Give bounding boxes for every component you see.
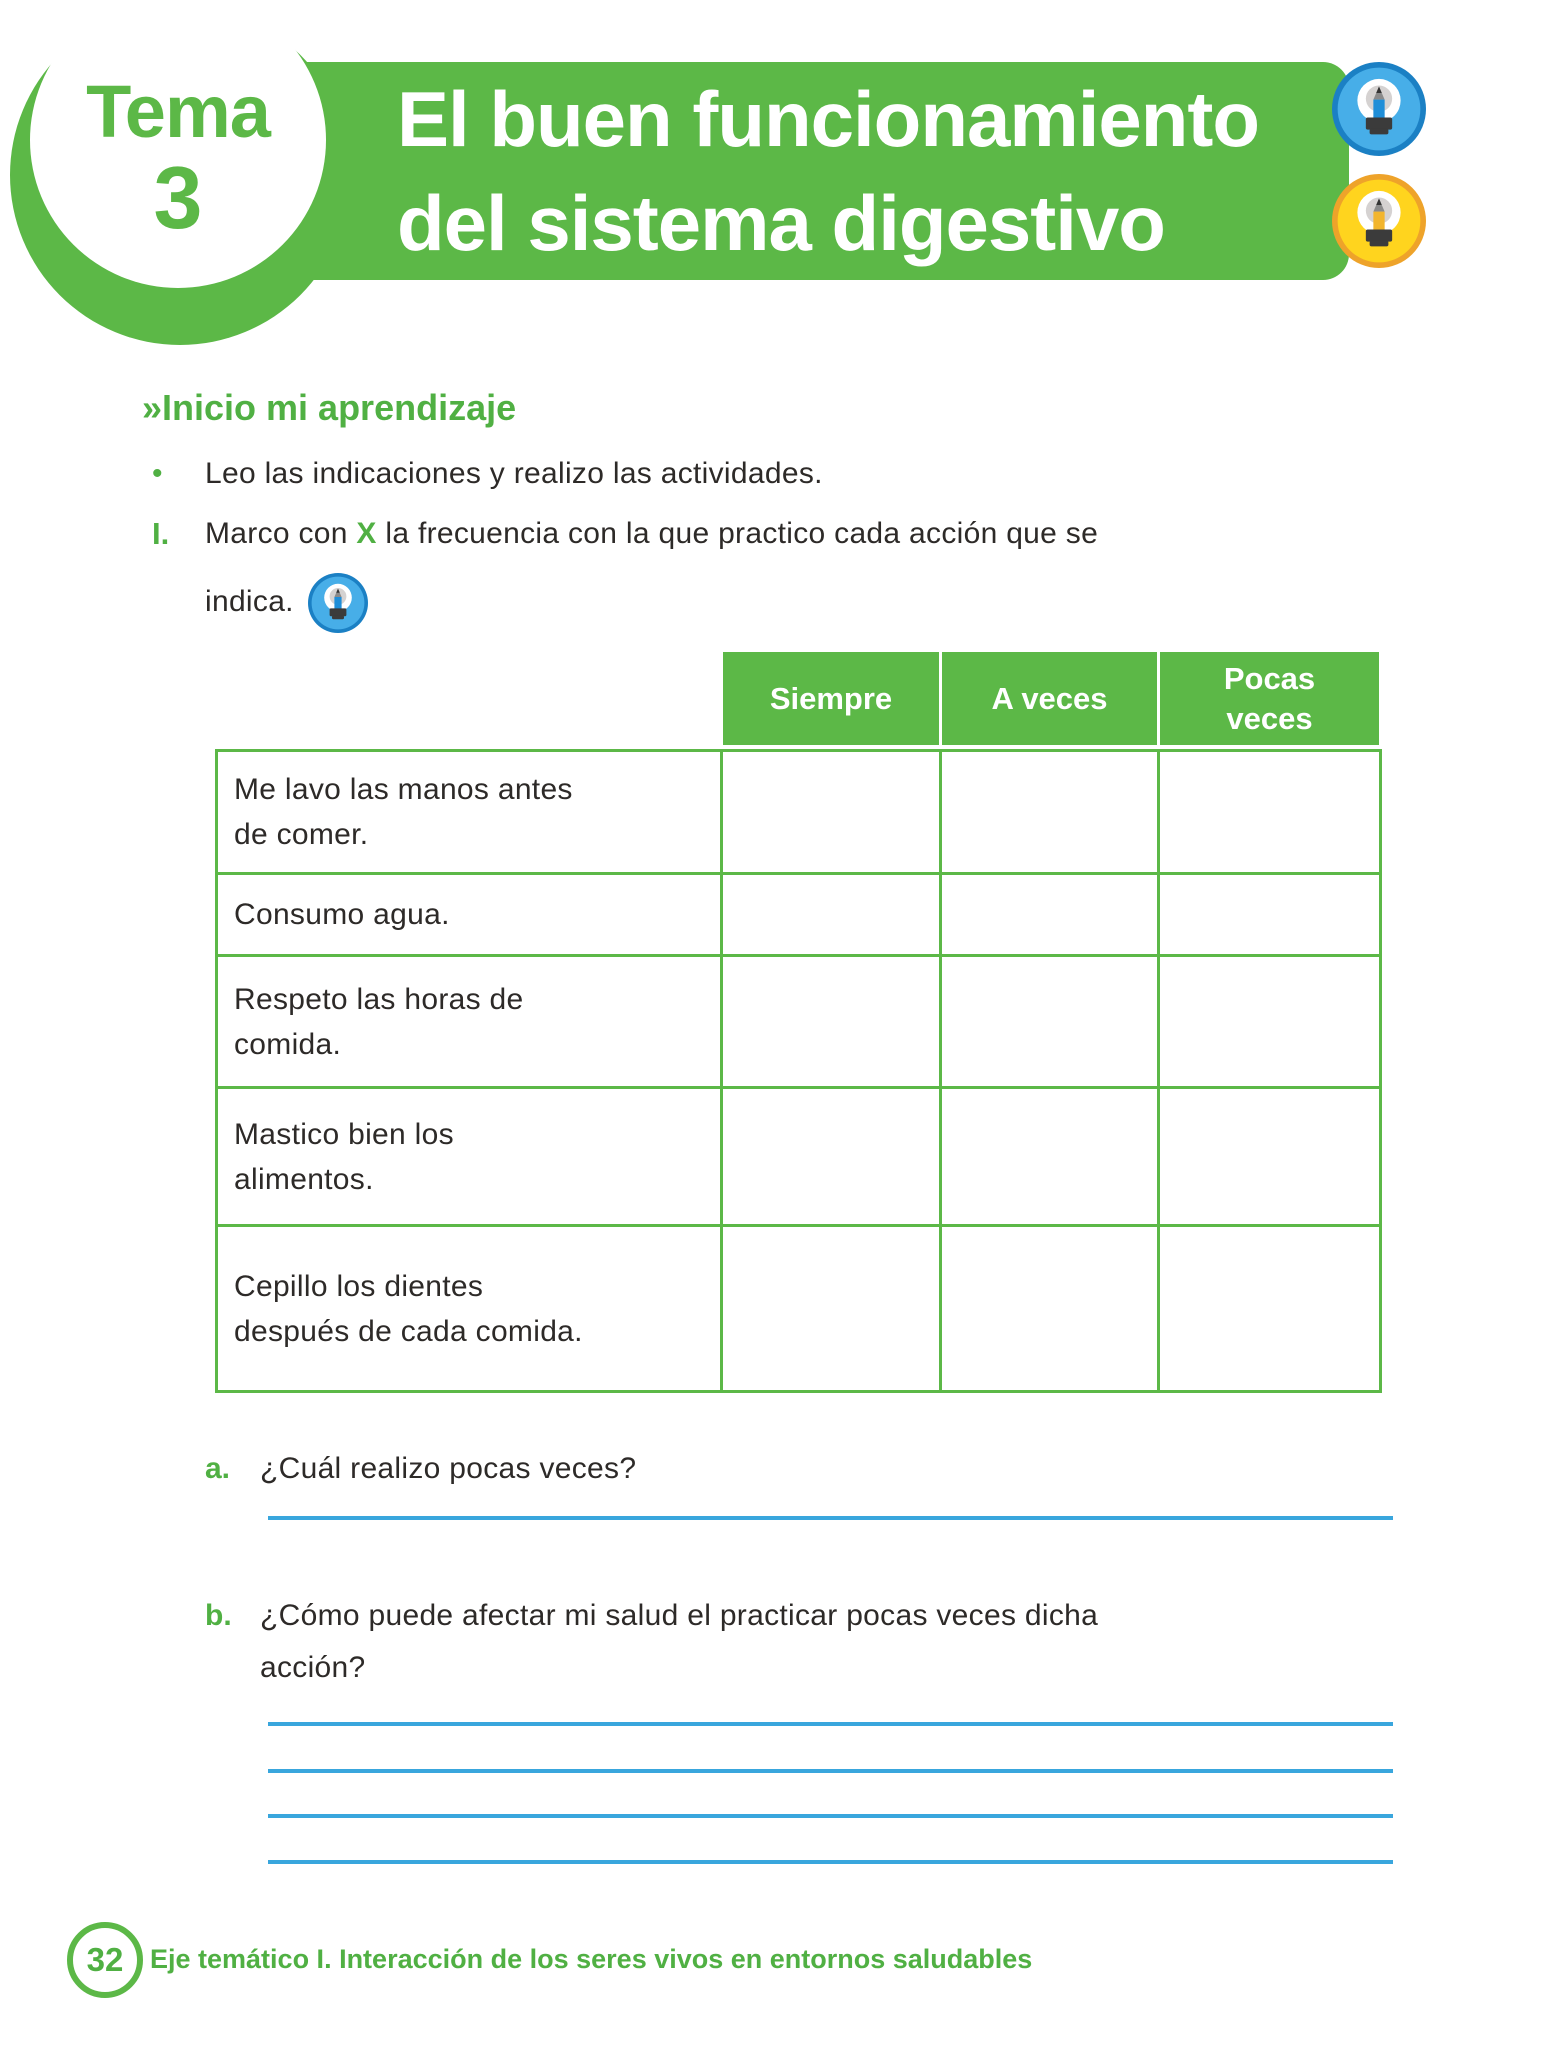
checkbox-cell[interactable] <box>942 1227 1157 1390</box>
bullet-text: Leo las indicaciones y realizo las actividades. <box>205 457 823 490</box>
frequency-table-body <box>215 749 1382 1393</box>
checkbox-cell[interactable] <box>723 1227 939 1390</box>
checkbox-cell[interactable] <box>942 1089 1157 1224</box>
checkbox-cell[interactable] <box>1160 1227 1379 1390</box>
checkbox-cell[interactable] <box>723 752 939 872</box>
lightbulb-pencil-icon-blue <box>1332 62 1426 156</box>
frequency-table <box>215 652 1382 1393</box>
question-b-line2: acción? <box>260 1651 366 1684</box>
section-heading: »Inicio mi aprendizaje <box>142 387 517 428</box>
column-header-siempre: Siempre <box>723 652 939 745</box>
tema-badge <box>30 0 326 288</box>
bullet-item <box>152 452 823 496</box>
tema-number: 3 <box>153 148 203 247</box>
page-title-line1: El buen funcionamiento <box>397 75 1260 163</box>
instruction-x: X <box>356 517 377 550</box>
checkbox-cell[interactable] <box>942 875 1157 954</box>
checkbox-cell[interactable] <box>723 1089 939 1224</box>
checkbox-cell[interactable] <box>1160 957 1379 1086</box>
question-b-text <box>260 1590 1098 1694</box>
answer-line[interactable] <box>268 1814 1393 1818</box>
row-label-line: Consumo agua. <box>234 898 450 931</box>
row-label-line: comida. <box>234 1027 342 1061</box>
row-label <box>218 1089 720 1224</box>
lightbulb-pencil-icon-small <box>308 573 368 633</box>
page-number: 32 <box>86 1941 124 1978</box>
checkbox-cell[interactable] <box>1160 875 1379 954</box>
row-label-line: Cepillo los dientes <box>234 1269 484 1303</box>
row-label-line: Me lavo las manos antes <box>234 773 573 806</box>
instruction-item-1 <box>152 500 1098 636</box>
answer-line[interactable] <box>268 1769 1393 1773</box>
page-number-badge <box>67 1922 143 1998</box>
row-label-line: Mastico bien los <box>234 1117 454 1151</box>
question-a <box>205 1446 636 1492</box>
row-label <box>218 1227 720 1390</box>
instruction-marker: I. <box>152 516 170 551</box>
row-label <box>218 752 720 872</box>
instruction-line1-rest: la frecuencia con la que practico cada acción que se <box>385 517 1099 550</box>
question-a-marker: a. <box>205 1452 231 1485</box>
row-label <box>218 957 720 1086</box>
question-a-text: ¿Cuál realizo pocas veces? <box>260 1452 637 1485</box>
instruction-text <box>205 500 1098 636</box>
header-spacer-cell <box>218 652 720 745</box>
bullet-dot: • <box>152 457 163 490</box>
checkbox-cell[interactable] <box>942 752 1157 872</box>
tema-label: Tema <box>86 70 270 153</box>
question-b-marker: b. <box>205 1599 232 1632</box>
page-title <box>397 62 1357 280</box>
instruction-line2 <box>205 568 1098 636</box>
column-header-a-veces: A veces <box>942 652 1157 745</box>
footer-text: Eje temático I. Interacción de los seres vivos en entornos saludables <box>150 1944 1033 1974</box>
lightbulb-pencil-icon-yellow <box>1332 174 1426 268</box>
row-label-line: alimentos. <box>234 1162 374 1196</box>
checkbox-cell[interactable] <box>1160 1089 1379 1224</box>
instruction-line2-text: indica. <box>205 585 294 618</box>
instruction-before-x: Marco con <box>205 517 348 550</box>
question-b <box>205 1590 1098 1694</box>
checkbox-cell[interactable] <box>723 957 939 1086</box>
instruction-line1 <box>205 500 1098 568</box>
row-label-line: de comer. <box>234 818 369 851</box>
column-header-pocas-veces: Pocas veces <box>1160 652 1379 745</box>
checkbox-cell[interactable] <box>1160 752 1379 872</box>
checkbox-cell[interactable] <box>723 875 939 954</box>
page-title-line2: del sistema digestivo <box>397 179 1165 267</box>
row-label-line: después de cada comida. <box>234 1314 583 1348</box>
checkbox-cell[interactable] <box>942 957 1157 1086</box>
answer-line[interactable] <box>268 1860 1393 1864</box>
row-label-line: Respeto las horas de <box>234 982 524 1016</box>
question-b-line1: ¿Cómo puede afectar mi salud el practicar pocas veces dicha <box>260 1599 1099 1632</box>
row-label <box>218 875 720 954</box>
answer-line[interactable] <box>268 1722 1393 1726</box>
frequency-table-header <box>215 652 1382 745</box>
answer-line[interactable] <box>268 1516 1393 1520</box>
